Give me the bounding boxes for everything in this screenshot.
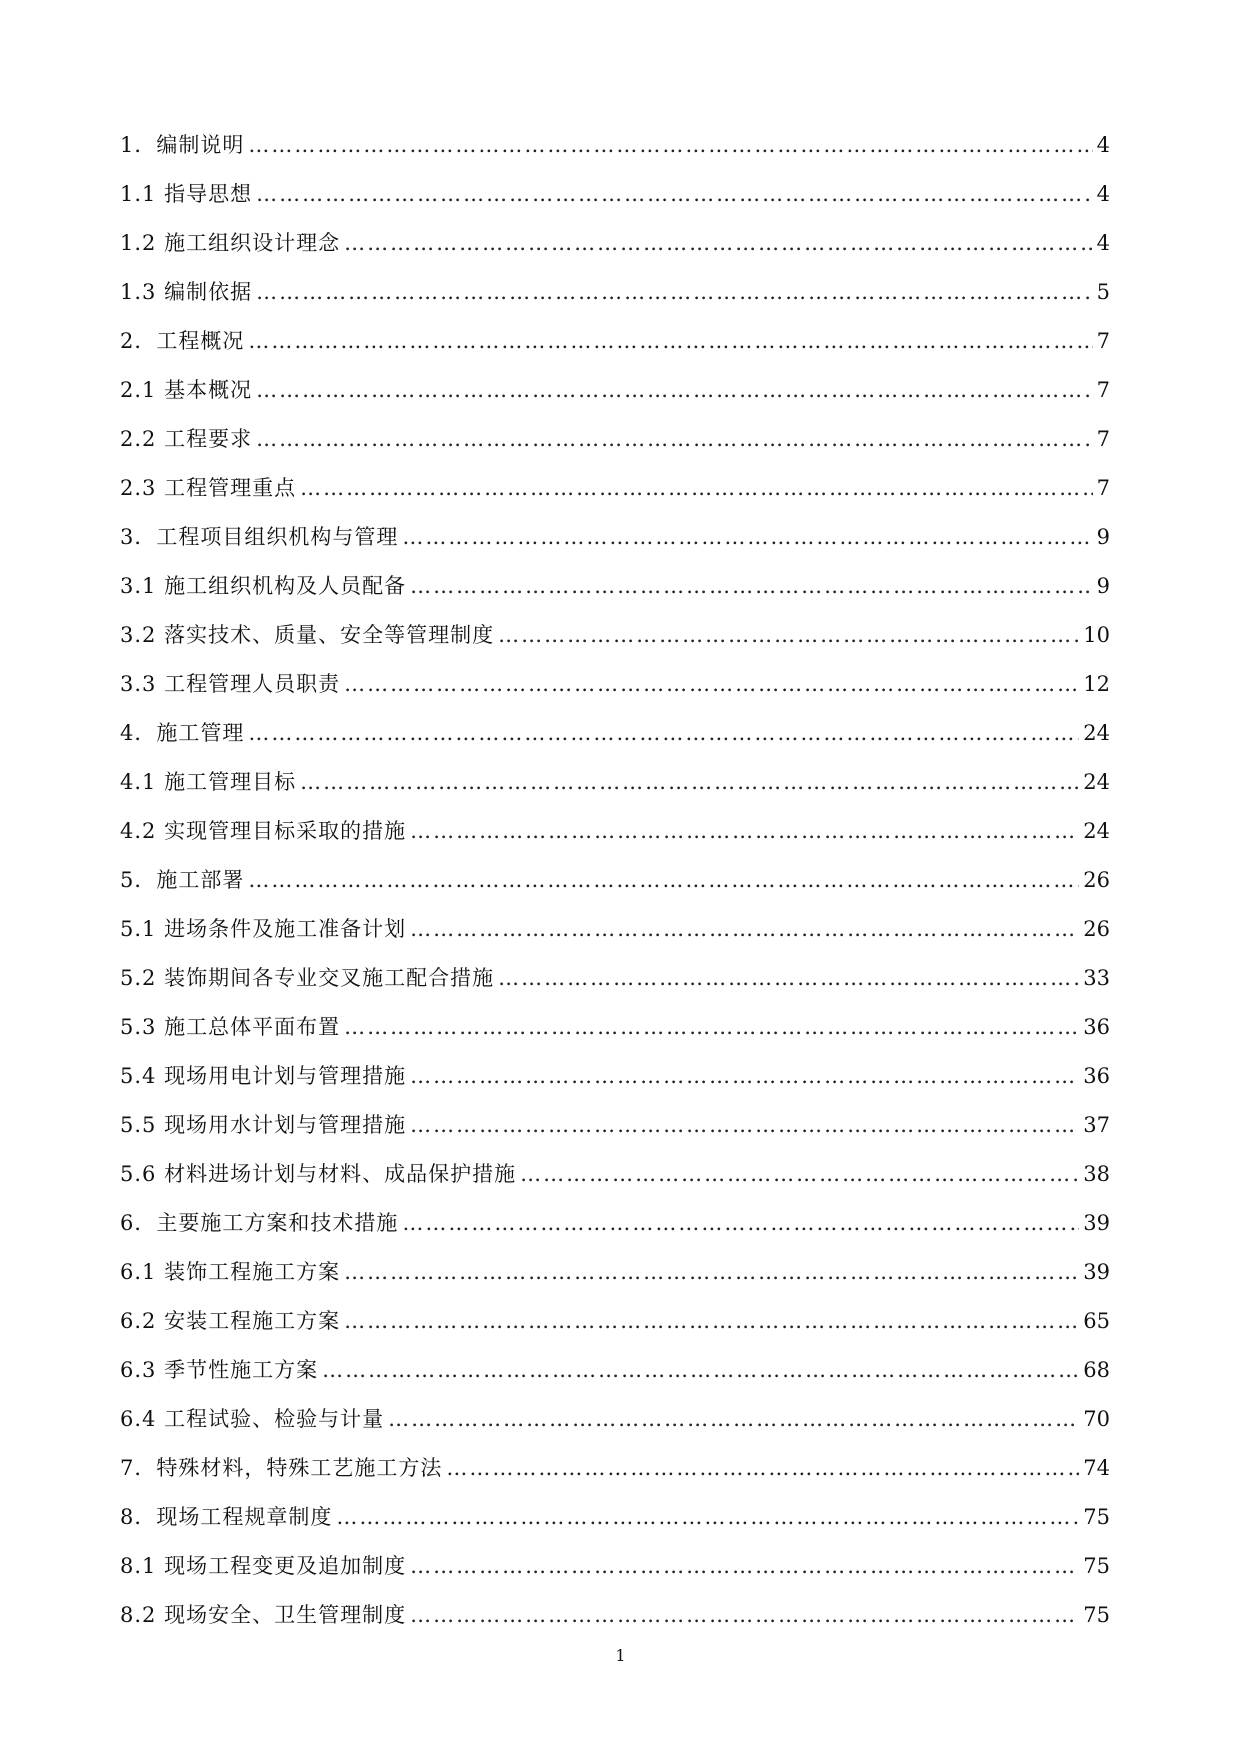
toc-entry[interactable] (120, 1542, 1110, 1591)
toc-entry-page: 36 (1083, 1015, 1110, 1039)
toc-entry-page: 12 (1083, 672, 1110, 696)
toc-leader (498, 954, 1079, 1003)
toc-leader (410, 1052, 1079, 1101)
toc-leader (410, 1591, 1079, 1640)
toc-leader (300, 758, 1079, 807)
toc-leader (256, 366, 1093, 415)
toc-entry-page: 5 (1096, 280, 1110, 304)
toc-entry-title: 8．现场工程规章制度 (120, 1505, 333, 1529)
toc-entry-page: 75 (1083, 1554, 1110, 1578)
toc-entry-title: 4.1 施工管理目标 (120, 770, 297, 794)
toc-entry[interactable] (120, 905, 1110, 954)
toc-entry-page: 26 (1083, 868, 1110, 892)
toc-leader (248, 709, 1079, 758)
toc-entry-page: 24 (1083, 819, 1110, 843)
toc-entry-title: 1．编制说明 (120, 133, 245, 157)
toc-entry-title: 6.3 季节性施工方案 (120, 1358, 319, 1382)
toc-entry[interactable] (120, 758, 1110, 807)
toc-entry-title: 3.1 施工组织机构及人员配备 (120, 574, 407, 598)
toc-entry[interactable] (120, 513, 1110, 562)
toc-entry[interactable] (120, 1591, 1110, 1640)
toc-entry-page: 68 (1083, 1358, 1110, 1382)
toc-entry[interactable] (120, 611, 1110, 660)
toc-entry[interactable] (120, 415, 1110, 464)
toc-leader (344, 1248, 1079, 1297)
toc-entry-title: 5.5 现场用水计划与管理措施 (120, 1113, 407, 1137)
toc-leader (498, 611, 1079, 660)
toc-entry-page: 24 (1083, 770, 1110, 794)
toc-entry-page: 4 (1096, 231, 1110, 255)
toc-entry[interactable] (120, 317, 1110, 366)
toc-entry-title: 6.4 工程试验、检验与计量 (120, 1407, 385, 1431)
toc-entry-page: 75 (1083, 1505, 1110, 1529)
toc-leader (446, 1444, 1079, 1493)
toc-entry[interactable] (120, 464, 1110, 513)
toc-entry-page: 33 (1083, 966, 1110, 990)
toc-entry-title: 1.3 编制依据 (120, 280, 253, 304)
toc-entry-title: 6.1 装饰工程施工方案 (120, 1260, 341, 1284)
toc-entry[interactable] (120, 121, 1110, 170)
toc-entry[interactable] (120, 1248, 1110, 1297)
toc-entry-title: 1.1 指导思想 (120, 182, 253, 206)
toc-entry-page: 7 (1096, 329, 1110, 353)
toc-entry-page: 24 (1083, 721, 1110, 745)
toc-leader (402, 513, 1092, 562)
toc-entry[interactable] (120, 1052, 1110, 1101)
page-number: 1 (615, 1646, 626, 1665)
toc-leader (248, 317, 1092, 366)
toc-leader (410, 905, 1079, 954)
toc-entry-page: 9 (1096, 525, 1110, 549)
toc-leader (322, 1346, 1079, 1395)
toc-leader (410, 807, 1079, 856)
toc-entry-title: 3.3 工程管理人员职责 (120, 672, 341, 696)
toc-entry-title: 1.2 施工组织设计理念 (120, 231, 341, 255)
toc-entry[interactable] (120, 1003, 1110, 1052)
toc-leader (344, 219, 1093, 268)
toc-entry[interactable] (120, 1493, 1110, 1542)
toc-entry[interactable] (120, 366, 1110, 415)
toc-entry-page: 26 (1083, 917, 1110, 941)
toc-leader (344, 1297, 1079, 1346)
toc-leader (248, 856, 1079, 905)
toc-entry[interactable] (120, 1199, 1110, 1248)
toc-entry-page: 39 (1083, 1211, 1110, 1235)
toc-leader (336, 1493, 1079, 1542)
toc-entry[interactable] (120, 1346, 1110, 1395)
toc-entry-page: 65 (1083, 1309, 1110, 1333)
toc-entry-page: 10 (1083, 623, 1110, 647)
toc-leader (388, 1395, 1079, 1444)
toc-entry[interactable] (120, 660, 1110, 709)
toc-entry[interactable] (120, 170, 1110, 219)
toc-entry-title: 6．主要施工方案和技术措施 (120, 1211, 399, 1235)
toc-entry-title: 5.6 材料进场计划与材料、成品保护措施 (120, 1162, 517, 1186)
toc-entry-title: 2.3 工程管理重点 (120, 476, 297, 500)
toc-entry-page: 7 (1096, 378, 1110, 402)
toc-entry[interactable] (120, 1101, 1110, 1150)
toc-entry-title: 8.2 现场安全、卫生管理制度 (120, 1603, 407, 1627)
toc-entry-title: 2.2 工程要求 (120, 427, 253, 451)
toc-entry-page: 74 (1083, 1456, 1110, 1480)
toc-leader (344, 660, 1079, 709)
toc-leader (344, 1003, 1079, 1052)
toc-leader (520, 1150, 1079, 1199)
toc-entry[interactable] (120, 219, 1110, 268)
toc-leader (256, 170, 1093, 219)
toc-entry-title: 3．工程项目组织机构与管理 (120, 525, 399, 549)
toc-leader (256, 415, 1093, 464)
toc-entry-title: 5.2 装饰期间各专业交叉施工配合措施 (120, 966, 495, 990)
toc-entry-page: 7 (1096, 476, 1110, 500)
toc-entry-page: 4 (1096, 182, 1110, 206)
toc-entry-page: 36 (1083, 1064, 1110, 1088)
toc-leader (402, 1199, 1079, 1248)
toc-entry[interactable] (120, 807, 1110, 856)
toc-leader (300, 464, 1093, 513)
toc-entry[interactable] (120, 268, 1110, 317)
toc-entry-page: 37 (1083, 1113, 1110, 1137)
table-of-contents (120, 121, 1110, 1640)
toc-entry-title: 5．施工部署 (120, 868, 245, 892)
toc-entry[interactable] (120, 1150, 1110, 1199)
toc-entry-page: 75 (1083, 1603, 1110, 1627)
toc-entry[interactable] (120, 709, 1110, 758)
toc-entry-title: 6.2 安装工程施工方案 (120, 1309, 341, 1333)
toc-leader (410, 562, 1093, 611)
toc-entry-title: 4．施工管理 (120, 721, 245, 745)
toc-entry-title: 4.2 实现管理目标采取的措施 (120, 819, 407, 843)
toc-entry[interactable] (120, 1444, 1110, 1493)
toc-entry-title: 2．工程概况 (120, 329, 245, 353)
toc-entry[interactable] (120, 954, 1110, 1003)
toc-entry-page: 39 (1083, 1260, 1110, 1284)
toc-entry-title: 5.1 进场条件及施工准备计划 (120, 917, 407, 941)
toc-leader (248, 121, 1092, 170)
toc-entry-title: 8.1 现场工程变更及追加制度 (120, 1554, 407, 1578)
toc-entry-title: 5.3 施工总体平面布置 (120, 1015, 341, 1039)
toc-entry-page: 70 (1083, 1407, 1110, 1431)
toc-entry[interactable] (120, 1395, 1110, 1444)
toc-entry-page: 9 (1096, 574, 1110, 598)
toc-leader (256, 268, 1093, 317)
toc-leader (410, 1101, 1079, 1150)
toc-entry-page: 7 (1096, 427, 1110, 451)
toc-entry[interactable] (120, 1297, 1110, 1346)
toc-entry-title: 3.2 落实技术、质量、安全等管理制度 (120, 623, 495, 647)
toc-leader (410, 1542, 1079, 1591)
toc-entry-page: 38 (1083, 1162, 1110, 1186)
toc-entry-title: 7．特殊材料，特殊工艺施工方法 (120, 1456, 443, 1480)
toc-entry-title: 2.1 基本概况 (120, 378, 253, 402)
toc-entry-page: 4 (1096, 133, 1110, 157)
toc-entry[interactable] (120, 562, 1110, 611)
toc-entry[interactable] (120, 856, 1110, 905)
toc-entry-title: 5.4 现场用电计划与管理措施 (120, 1064, 407, 1088)
